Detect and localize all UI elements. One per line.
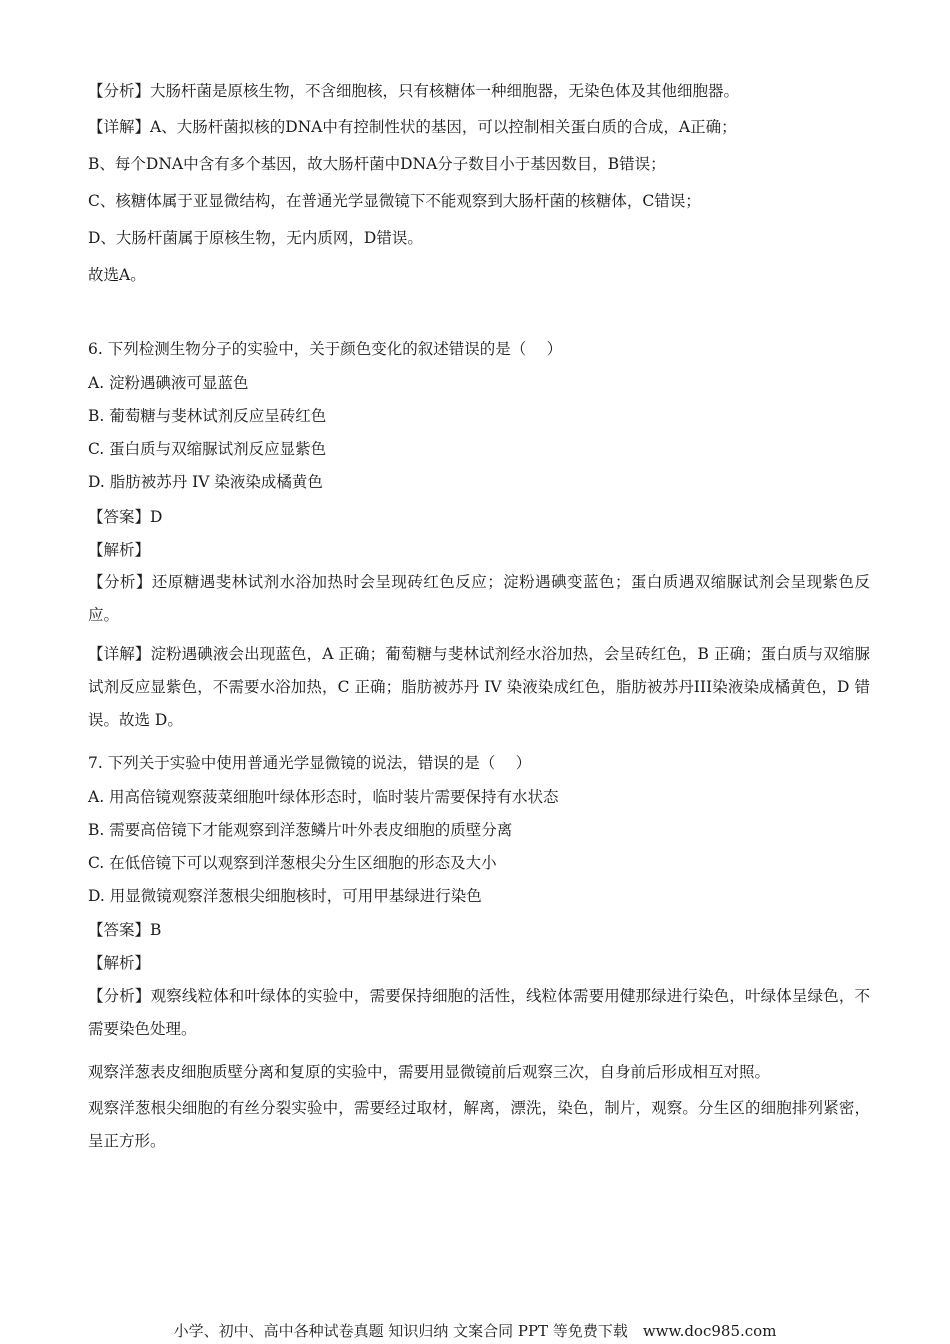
q5-detail-d: D、大肠杆菌属于原核生物，无内质网，D错误。 — [88, 229, 423, 247]
q7-option-c: C. 在低倍镜下可以观察到洋葱根尖分生区细胞的形态及大小 — [88, 854, 497, 872]
q6-option-d: D. 脂肪被苏丹 IV 染液染成橘黄色 — [88, 473, 323, 491]
q6-option-a: A. 淀粉遇碘液可显蓝色 — [88, 374, 249, 392]
q7-option-d: D. 用显微镜观察洋葱根尖细胞核时，可用甲基绿进行染色 — [88, 887, 482, 905]
q6-analysis: 【分析】还原糖遇斐林试剂水浴加热时会呈现砖红色反应；淀粉遇碘变蓝色；蛋白质遇双缩脲试剂会呈现紫色反应。 — [88, 573, 870, 624]
q5-detail-b: B、每个DNA中含有多个基因，故大肠杆菌中DNA分子数目小于基因数目，B错误； — [88, 155, 666, 173]
q6-option-b: B. 葡萄糖与斐林试剂反应呈砖红色 — [88, 407, 327, 425]
q5-detail-a: 【详解】A、大肠杆菌拟核的DNA中有控制性状的基因，可以控制相关蛋白质的合成，A正确； — [88, 118, 737, 136]
q7-jiexi-label: 【解析】 — [88, 954, 151, 972]
q7-answer: 【答案】B — [88, 921, 162, 939]
q6-answer: 【答案】D — [88, 508, 163, 526]
q6-option-c: C. 蛋白质与双缩脲试剂反应显紫色 — [88, 440, 327, 458]
q5-detail-c: C、核糖体属于亚显微结构，在普通光学显微镜下不能观察到大肠杆菌的核糖体，C错误； — [88, 192, 701, 210]
page-footer: 小学、初中、高中各种试卷真题 知识归纳 文案合同 PPT 等免费下载 www.doc985.com — [173, 1322, 777, 1340]
q6-stem: 6. 下列检测生物分子的实验中，关于颜色变化的叙述错误的是（ ） — [88, 340, 563, 358]
q7-option-a: A. 用高倍镜观察菠菜细胞叶绿体形态时，临时装片需要保持有水状态 — [88, 788, 559, 806]
q7-option-b: B. 需要高倍镜下才能观察到洋葱鳞片叶外表皮细胞的质壁分离 — [88, 821, 513, 839]
q6-detail: 【详解】淀粉遇碘液会出现蓝色，A 正确；葡萄糖与斐林试剂经水浴加热，会呈砖红色，B 正确；蛋白质与双缩脲试剂反应显紫色，不需要水浴加热，C 正确；脂肪被苏丹 IV 染液染成红色，脂肪被苏丹III染液染成橘黄色，D 错误。故选 D。 — [88, 645, 870, 729]
q7-paragraph-2: 观察洋葱表皮细胞质壁分离和复原的实验中，需要用显微镜前后观察三次，自身前后形成相互对照。 — [88, 1063, 771, 1081]
q6-jiexi-label: 【解析】 — [88, 541, 151, 559]
q7-paragraph-3: 观察洋葱根尖细胞的有丝分裂实验中，需要经过取材，解离，漂洗，染色，制片，观察。分生区的细胞排列紧密，呈正方形。 — [88, 1099, 870, 1150]
q5-conclusion: 故选A。 — [88, 266, 146, 284]
q7-stem: 7. 下列关于实验中使用普通光学显微镜的说法，错误的是（ ） — [88, 754, 532, 772]
q7-analysis: 【分析】观察线粒体和叶绿体的实验中，需要保持细胞的活性，线粒体需要用健那绿进行染色，叶绿体呈绿色，不需要染色处理。 — [88, 987, 870, 1038]
q5-analysis: 【分析】大肠杆菌是原核生物，不含细胞核，只有核糖体一种细胞器，无染色体及其他细胞器。 — [88, 82, 740, 100]
